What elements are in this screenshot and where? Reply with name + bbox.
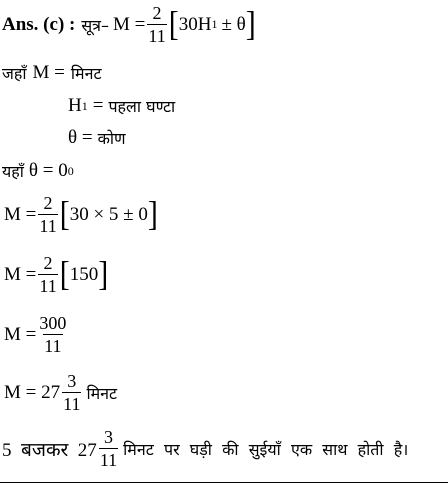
calc-step-3 (4, 314, 69, 355)
formula-line (2, 4, 256, 45)
step2-fraction (38, 254, 57, 295)
bottom-divider (0, 482, 448, 483)
formula-lhs: M = (113, 13, 146, 35)
step4-lhs: M = 27 (4, 381, 61, 403)
step2-content: 150 (69, 263, 99, 285)
conclusion-fraction (99, 428, 118, 469)
step3-numerator: 300 (39, 313, 67, 333)
right-bracket: ] (245, 4, 256, 43)
calc-step-2 (4, 254, 108, 295)
step2-denominator: 11 (39, 276, 57, 296)
where-line (2, 62, 102, 84)
here-line (2, 160, 74, 182)
sutra-label: सूत्र– (81, 15, 110, 35)
h-subscript: 1 (81, 98, 88, 113)
step1-numerator: 2 (43, 193, 53, 213)
degree-superscript: 0 (67, 163, 74, 178)
step1-lhs: M = (4, 203, 37, 225)
step1-content: 30 × 5 ± 0 (69, 203, 148, 225)
where-meaning: मिनट (70, 64, 102, 83)
answer-label: Ans. (c) : (2, 13, 76, 35)
bracket-content: 30H (178, 13, 212, 35)
step4-denominator: 11 (63, 394, 81, 414)
step3-fraction (38, 314, 67, 355)
step2-right-bracket: ] (98, 254, 109, 293)
definition-h1 (68, 95, 175, 117)
conclusion-line (2, 428, 408, 469)
step4-unit: मिनट (86, 383, 118, 403)
fraction-denominator: 11 (148, 26, 166, 46)
step3-lhs: M = (4, 323, 37, 345)
theta-meaning: कोण (97, 129, 126, 148)
h-variable: H (68, 95, 82, 116)
where-label: जहाँ (2, 64, 27, 83)
fraction-numerator: 2 (152, 3, 162, 23)
equals-sign: = (92, 95, 104, 116)
step1-denominator: 11 (39, 216, 57, 236)
conclusion-prefix: 5 बजकर 27 (2, 439, 97, 461)
step1-right-bracket: ] (147, 194, 158, 233)
conclusion-text: मिनट पर घड़ी की सुईयाँ एक साथ होती है। (123, 439, 409, 459)
formula-fraction (147, 4, 166, 45)
step4-numerator: 3 (67, 371, 77, 391)
step3-denominator: 11 (44, 336, 62, 356)
definition-theta (68, 127, 126, 149)
calc-step-1 (4, 194, 158, 235)
bracket-tail: ± θ (221, 13, 246, 35)
conclusion-numerator: 3 (103, 427, 113, 447)
step1-fraction (38, 194, 57, 235)
step2-left-bracket: [ (59, 254, 70, 293)
step1-left-bracket: [ (59, 194, 70, 233)
subscript: 1 (211, 17, 218, 31)
h-meaning: पहला घण्टा (108, 97, 176, 116)
here-label: यहाँ (2, 162, 24, 181)
step2-numerator: 2 (43, 253, 53, 273)
theta-variable: θ = (68, 127, 93, 148)
calc-step-4 (4, 372, 117, 413)
left-bracket: [ (168, 4, 179, 43)
conclusion-denominator: 11 (99, 450, 118, 470)
where-variable: M = (32, 62, 65, 83)
step4-fraction (62, 372, 81, 413)
here-equation: θ = 0 (28, 160, 68, 181)
step2-lhs: M = (4, 263, 37, 285)
